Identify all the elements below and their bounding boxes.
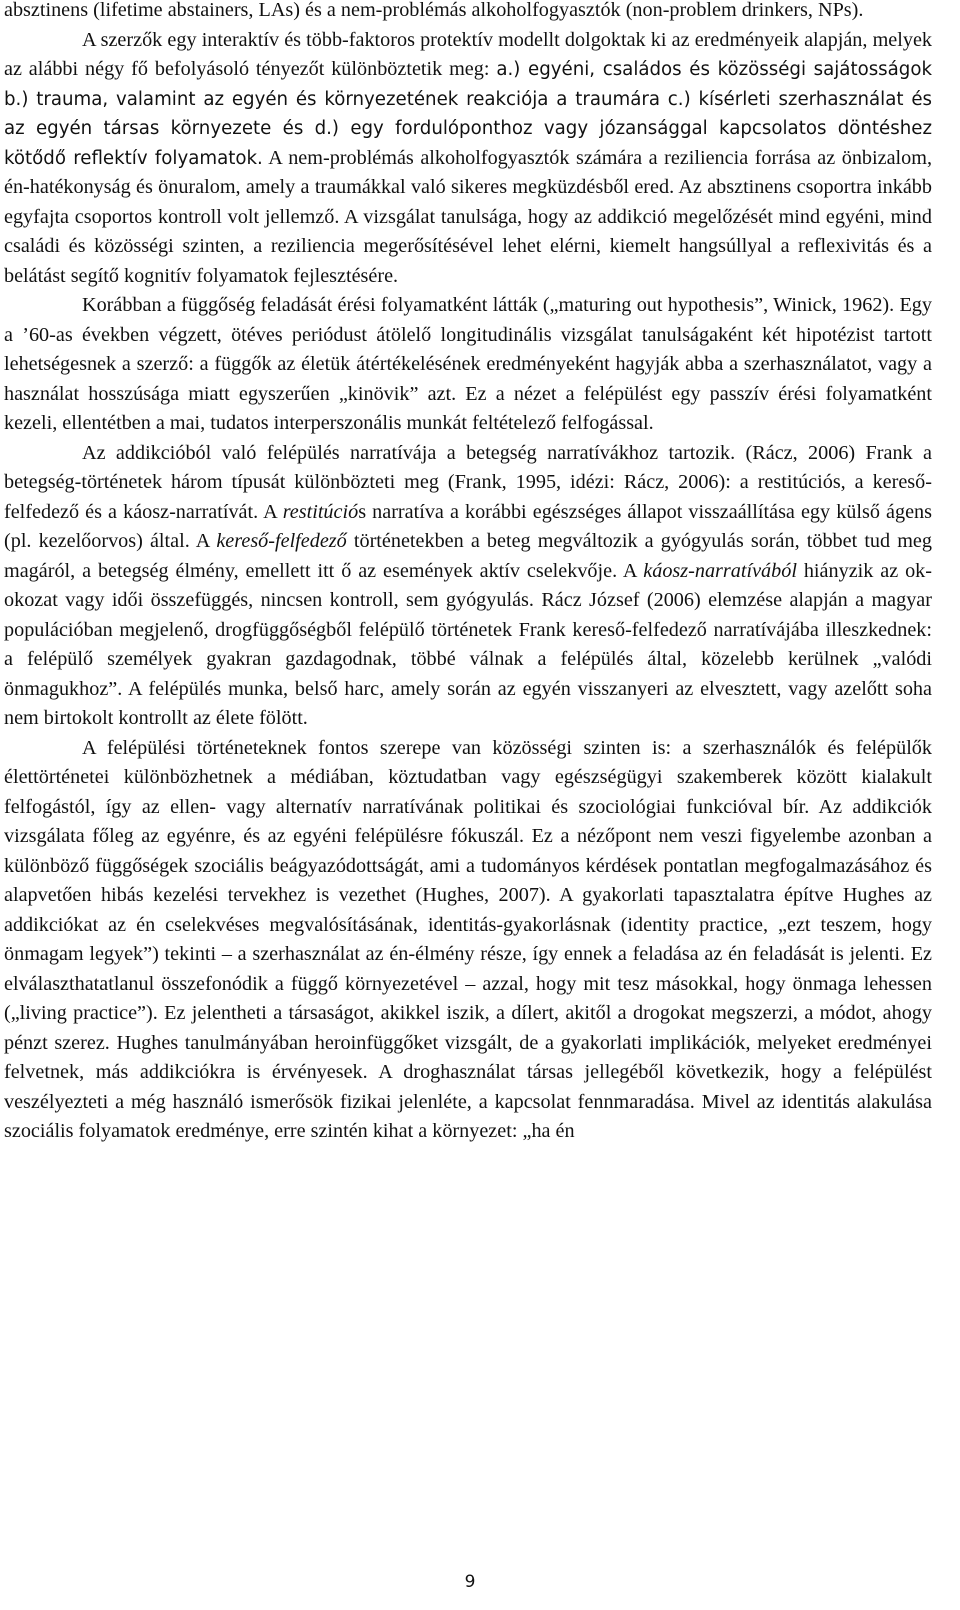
paragraph: [4, 734, 932, 1147]
text-run: Korábban a függőség feladását érési folyamatként látták („maturing out hypothesis”, Winick, 1962). Egy a ’60-as években végzett, ötéves periódust átölelő longitudinális vizsgálat tanulságaként két hipotézist tartott lehetségesnek a szerző: a függők az életük átértékelésének eredményeként hagyják abba a szerhasználatot, vagy a használat hosszúsága miatt egyszerűen „kinövik” azt. Ez a nézet a felépülést egy passzív érési folyamatként kezeli, ellentétben a mai, tudatos interperszonális munkát feltételező felfogással.: [4, 294, 932, 434]
italic-term: kereső-felfedező: [216, 530, 347, 552]
text-run: s narratíva a korábbi egészséges állapot visszaállítása egy külső ágens (pl. kezelőorvos) által. A: [4, 500, 932, 552]
paragraph: [4, 0, 932, 26]
paragraph: [4, 291, 932, 439]
text-run: Az addikcióból való felépülés narratívája a betegség narratívákhoz tartozik. (Rácz, 2006) Frank a betegség-történetek három típusát különbözteti meg (Frank, 1995, idézi: Rácz, 2006): a restitúciós, a kereső-felfedező és a káosz-narratívát. A: [4, 441, 932, 523]
text-run: A nem-problémás alkoholfogyasztók számára a reziliencia forrása az önbizalom, én-hatékonyság és önuralom, amely a traumákkal való sikeres megküzdésből ered. Az absztinens csoportra inkább egyfajta csoportos kontroll volt jellemző. A vizsgálat tanulsága, hogy az addikció megelőzését mind egyéni, mind családi és közösségi szinten, a reziliencia megerősítésével lehet elérni, kiemelt hangsúllyal a reflexivitás és a belátást segítő kognitív folyamatok fejlesztésére.: [4, 146, 932, 287]
text-run: történetekben a beteg megváltozik a gyógyulás során, többet tud meg magáról, a betegség élmény, emellett itt ő az események aktív cselekvője. A: [4, 530, 932, 582]
text-run: a.) egyéni, családos és közösségi sajátosságok b.) trauma, valamint az egyén és környezetének reakciója a traumára c.) kísérleti szerhasználat és az egyén társas környezete és d.) egy fordulóponthoz vagy józansággal kapcsolatos döntéshez kötődő reflektív folyamatok.: [4, 59, 932, 169]
paragraph: [4, 26, 932, 292]
text-run: A felépülési történeteknek fontos szerepe van közösségi szinten is: a szerhasználók és felépülők élettörténetei különbözhetnek a médiában, köztudatban vagy egészségügyi szakemberek között kialakult felfogástól, így az ellen- vagy alternatív narratívának politikai és szociológiai funkcióval bír. Az addikciók vizsgálata főleg az egyénre, és az egyéni felépülésre fókuszál. Ez a nézőpont nem veszi figyelembe azonban a különböző függőségek szociális beágyazódottságát, ami a tudományos kérdések pontatlan megfogalmazásához és alapvetően hibás kezelési tervekhez is vezethet (Hughes, 2007). A gyakorlati tapasztalatra építve Hughes az addikciókat az én cselekvéses megvalósításának, identitás-gyakorlásnak (identity practice, „ezt teszem, hogy önmagam legyek”) tekinti – a szerhasználat az én-élmény része, így ennek a feladása az én feladását is jelenti. Ez elválaszthatatlanul összefonódik a függő környezetével – azzal, hogy mit tesz másokkal, hogy önmaga lehessen („living practice”). Ez jelentheti a társaságot, akikkel iszik, a dílert, akitől a drogokat megszerzi, a módot, ahogy pénzt szerez. Hughes tanulmányában heroinfüggőket vizsgált, de a gyakorlati implikációk, melyeket eredményei felvetnek, más addikciókra is érvényesek. A droghasználat társas jellegéből következik, hogy a felépülést veszélyezteti a még használó ismerősök fizikai jelenléte, a kapcsolat fennmaradása. Mivel az identitás alakulása szociális folyamatok eredménye, erre szintén kihat a környezet: „ha én: [4, 736, 932, 1142]
italic-term: káosz-narratívából: [643, 559, 797, 582]
italic-term: restitúció: [282, 500, 359, 523]
text-run: hiányzik az ok-okozat vagy idői összefüggés, nincsen kontroll, sem gyógyulás. Rácz József (2006) elemzése alapján a magyar populációban megjelenő, drogfüggőségből felépülő történetek Frank kereső-felfedező narratívájába illeszkednek: a felépülő személyek gyakran gazdagodnak, többé válnak a felépülés által, közelebb kerülnek „valódi önmagukhoz”. A felépülés munka, belső harc, amely során az egyén visszanyeri az elvesztett, vagy azelőtt soha nem birtokolt kontrollt az élete fölött.: [4, 559, 932, 729]
paragraph: [4, 439, 932, 734]
text-run: A szerzők egy interaktív és több-faktoros protektív modellt dolgoktak ki az eredményeik alapján, melyek az alábbi négy fő befolyásoló tényezőt különböztetik meg:: [4, 28, 932, 80]
page-number: 9: [464, 1572, 476, 1592]
document-body: [4, 0, 932, 1147]
text-run: absztinens (lifetime abstainers, LAs) és a nem-problémás alkoholfogyasztók (non-problem drinkers, NPs).: [4, 0, 864, 21]
